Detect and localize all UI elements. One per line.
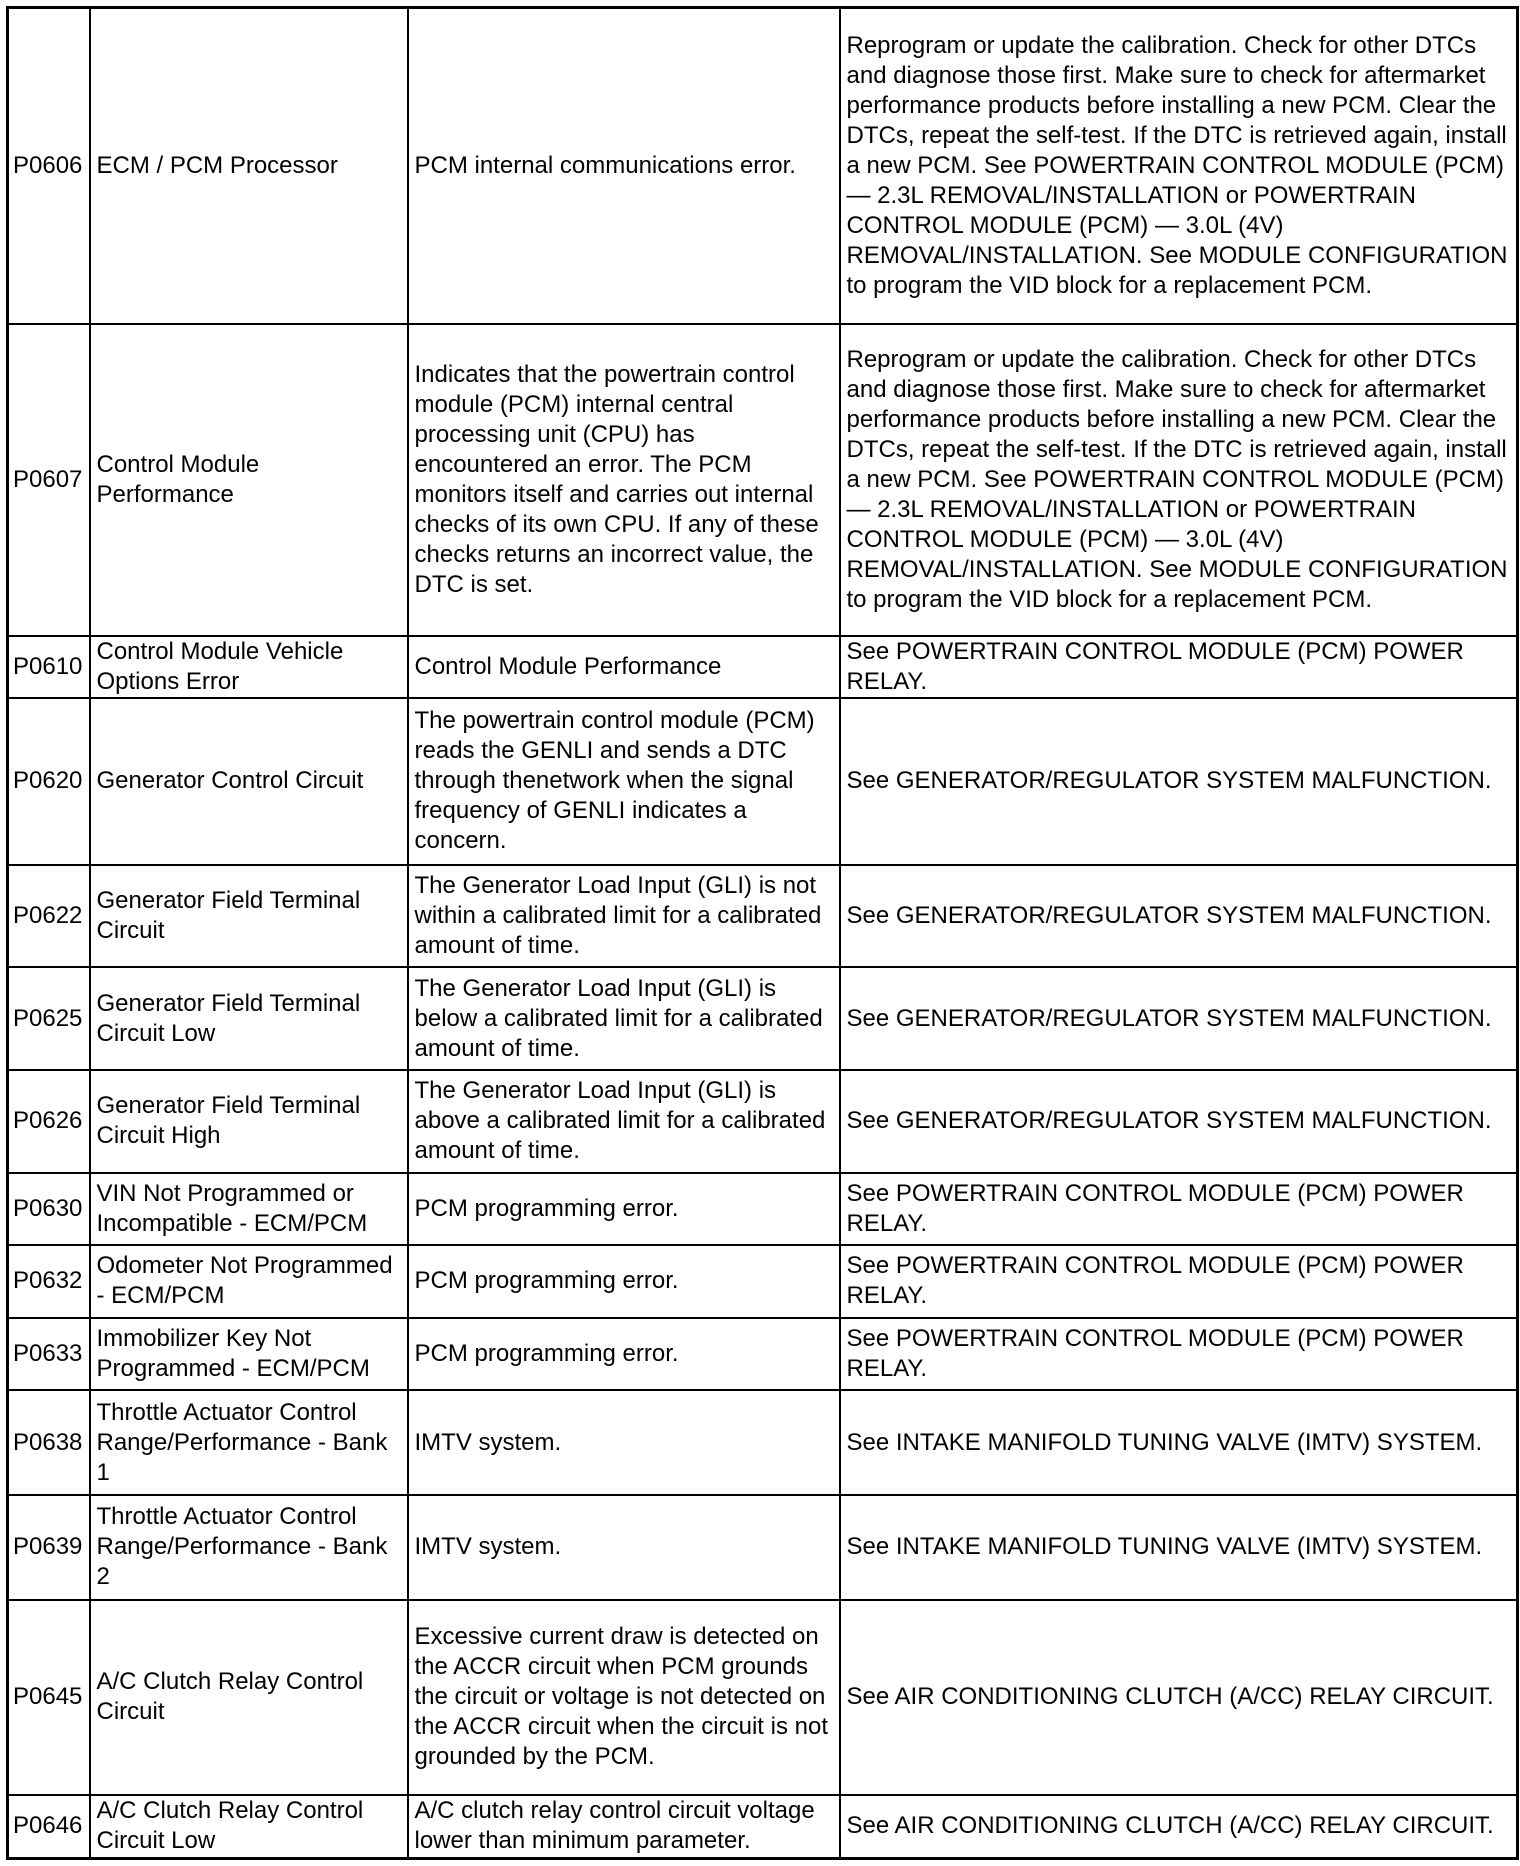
dtc-action: See AIR CONDITIONING CLUTCH (A/CC) RELAY CIRCUIT.: [840, 1795, 1518, 1859]
table-row: [8, 1070, 1518, 1173]
dtc-code: P0638: [8, 1390, 90, 1495]
dtc-condition: The Generator Load Input (GLI) is above a calibrated limit for a calibrated amount of time.: [408, 1070, 840, 1173]
dtc-code: P0625: [8, 967, 90, 1070]
dtc-action: See GENERATOR/REGULATOR SYSTEM MALFUNCTION.: [840, 698, 1518, 864]
dtc-condition: A/C clutch relay control circuit voltage lower than minimum parameter.: [408, 1795, 840, 1859]
dtc-description: Control Module Performance: [90, 324, 408, 636]
dtc-condition: The powertrain control module (PCM) reads the GENLI and sends a DTC through thenetwork when the signal frequency of GENLI indicates a concern.: [408, 698, 840, 864]
dtc-condition: Control Module Performance: [408, 636, 840, 698]
dtc-action: See POWERTRAIN CONTROL MODULE (PCM) POWER RELAY.: [840, 636, 1518, 698]
table-row: [8, 1318, 1518, 1391]
dtc-condition: PCM internal communications error.: [408, 8, 840, 324]
table-row: [8, 865, 1518, 968]
table-row: [8, 324, 1518, 636]
table-row: [8, 1600, 1518, 1795]
dtc-condition: Excessive current draw is detected on the ACCR circuit when PCM grounds the circuit or voltage is not detected on the ACCR circuit when the circuit is not grounded by the PCM.: [408, 1600, 840, 1795]
dtc-description: Generator Control Circuit: [90, 698, 408, 864]
dtc-code: P0632: [8, 1245, 90, 1318]
dtc-condition: PCM programming error.: [408, 1173, 840, 1246]
table-row: [8, 1173, 1518, 1246]
table-row: [8, 1245, 1518, 1318]
table-row: [8, 1390, 1518, 1495]
dtc-description: VIN Not Programmed or Incompatible - ECM/PCM: [90, 1173, 408, 1246]
dtc-condition: Indicates that the powertrain control module (PCM) internal central processing unit (CPU) has encountered an error. The PCM monitors itself and carries out internal checks of its own CPU. If any of these checks returns an incorrect value, the DTC is set.: [408, 324, 840, 636]
dtc-action: See GENERATOR/REGULATOR SYSTEM MALFUNCTION.: [840, 967, 1518, 1070]
dtc-description: Generator Field Terminal Circuit: [90, 865, 408, 968]
dtc-condition: PCM programming error.: [408, 1245, 840, 1318]
dtc-description: Immobilizer Key Not Programmed - ECM/PCM: [90, 1318, 408, 1391]
dtc-description: ECM / PCM Processor: [90, 8, 408, 324]
dtc-code: P0607: [8, 324, 90, 636]
dtc-condition: IMTV system.: [408, 1390, 840, 1495]
dtc-action: See POWERTRAIN CONTROL MODULE (PCM) POWER RELAY.: [840, 1173, 1518, 1246]
dtc-condition: IMTV system.: [408, 1495, 840, 1600]
dtc-action: See INTAKE MANIFOLD TUNING VALVE (IMTV) SYSTEM.: [840, 1390, 1518, 1495]
dtc-code: P0620: [8, 698, 90, 864]
dtc-code: P0626: [8, 1070, 90, 1173]
dtc-description: A/C Clutch Relay Control Circuit: [90, 1600, 408, 1795]
dtc-description: A/C Clutch Relay Control Circuit Low: [90, 1795, 408, 1859]
dtc-condition: PCM programming error.: [408, 1318, 840, 1391]
dtc-action: Reprogram or update the calibration. Check for other DTCs and diagnose those first. Make sure to check for aftermarket performance products before installing a new PCM. Clear the DTCs, repeat the self-test. If the DTC is retrieved again, install a new PCM. See POWERTRAIN CONTROL MODULE (PCM) — 2.3L REMOVAL/INSTALLATION or POWERTRAIN CONTROL MODULE (PCM) — 3.0L (4V) REMOVAL/INSTALLATION. See MODULE CONFIGURATION to program the VID block for a replacement PCM.: [840, 324, 1518, 636]
table-row: [8, 636, 1518, 698]
dtc-action: See GENERATOR/REGULATOR SYSTEM MALFUNCTION.: [840, 1070, 1518, 1173]
table-row: [8, 1795, 1518, 1859]
dtc-action: See GENERATOR/REGULATOR SYSTEM MALFUNCTION.: [840, 865, 1518, 968]
table-row: [8, 698, 1518, 864]
table-row: [8, 967, 1518, 1070]
dtc-description: Control Module Vehicle Options Error: [90, 636, 408, 698]
dtc-code: P0622: [8, 865, 90, 968]
dtc-description: Generator Field Terminal Circuit High: [90, 1070, 408, 1173]
dtc-description: Throttle Actuator Control Range/Performance - Bank 2: [90, 1495, 408, 1600]
dtc-condition: The Generator Load Input (GLI) is below a calibrated limit for a calibrated amount of time.: [408, 967, 840, 1070]
dtc-description: Throttle Actuator Control Range/Performance - Bank 1: [90, 1390, 408, 1495]
dtc-code: P0606: [8, 8, 90, 324]
dtc-action: See INTAKE MANIFOLD TUNING VALVE (IMTV) SYSTEM.: [840, 1495, 1518, 1600]
dtc-description: Generator Field Terminal Circuit Low: [90, 967, 408, 1070]
dtc-action: Reprogram or update the calibration. Check for other DTCs and diagnose those first. Make sure to check for aftermarket performance products before installing a new PCM. Clear the DTCs, repeat the self-test. If the DTC is retrieved again, install a new PCM. See POWERTRAIN CONTROL MODULE (PCM) — 2.3L REMOVAL/INSTALLATION or POWERTRAIN CONTROL MODULE (PCM) — 3.0L (4V) REMOVAL/INSTALLATION. See MODULE CONFIGURATION to program the VID block for a replacement PCM.: [840, 8, 1518, 324]
dtc-condition: The Generator Load Input (GLI) is not within a calibrated limit for a calibrated amount of time.: [408, 865, 840, 968]
dtc-action: See POWERTRAIN CONTROL MODULE (PCM) POWER RELAY.: [840, 1318, 1518, 1391]
dtc-code: P0639: [8, 1495, 90, 1600]
dtc-code: P0633: [8, 1318, 90, 1391]
table-row: [8, 1495, 1518, 1600]
dtc-code: P0645: [8, 1600, 90, 1795]
dtc-action: See POWERTRAIN CONTROL MODULE (PCM) POWER RELAY.: [840, 1245, 1518, 1318]
dtc-action: See AIR CONDITIONING CLUTCH (A/CC) RELAY CIRCUIT.: [840, 1600, 1518, 1795]
dtc-code: P0610: [8, 636, 90, 698]
table-row: [8, 8, 1518, 324]
dtc-code: P0646: [8, 1795, 90, 1859]
dtc-code: P0630: [8, 1173, 90, 1246]
dtc-description: Odometer Not Programmed - ECM/PCM: [90, 1245, 408, 1318]
dtc-table: [6, 6, 1519, 1860]
